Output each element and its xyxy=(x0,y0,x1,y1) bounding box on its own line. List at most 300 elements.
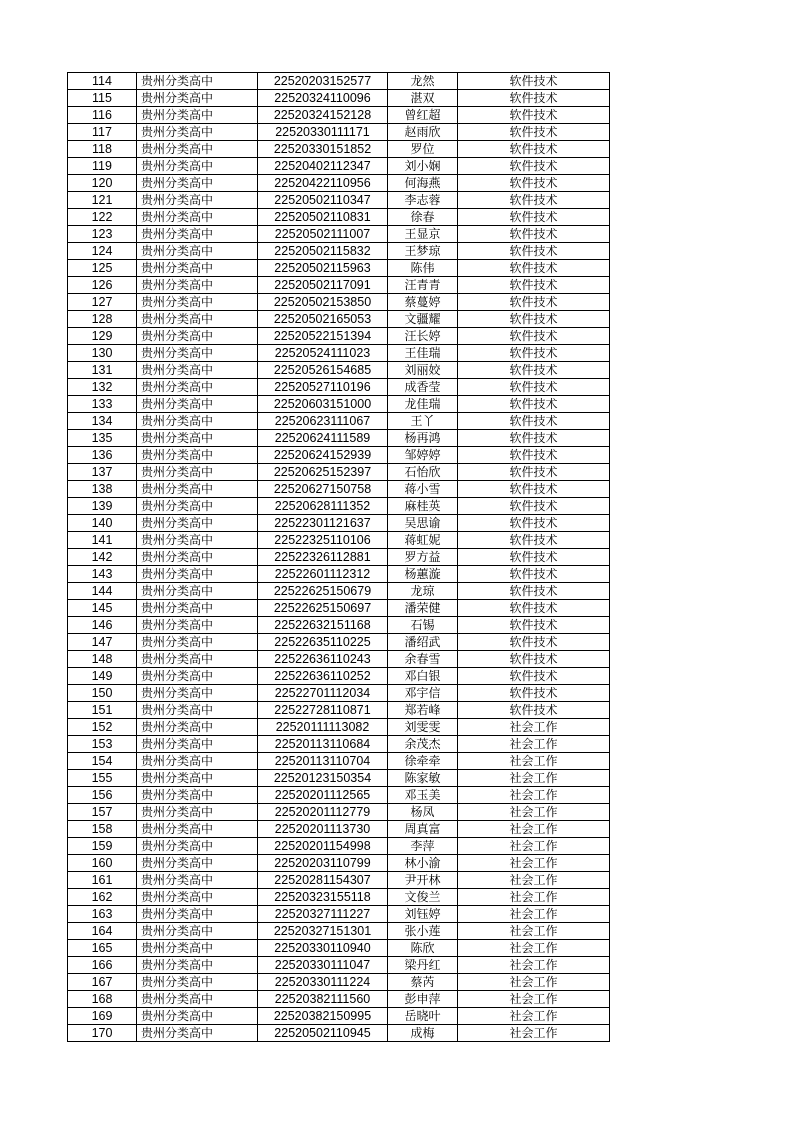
table-row xyxy=(68,515,610,532)
major-name: 软件技术 xyxy=(458,175,610,192)
exam-id: 22520625152397 xyxy=(258,464,388,481)
school-name: 贵州分类高中 xyxy=(137,226,258,243)
row-number: 140 xyxy=(68,515,137,532)
major-name: 软件技术 xyxy=(458,362,610,379)
table-body xyxy=(68,73,610,1042)
row-number: 137 xyxy=(68,464,137,481)
school-name: 贵州分类高中 xyxy=(137,651,258,668)
table-row xyxy=(68,413,610,430)
school-name: 贵州分类高中 xyxy=(137,668,258,685)
table-row xyxy=(68,532,610,549)
table-row xyxy=(68,345,610,362)
exam-id: 22520526154685 xyxy=(258,362,388,379)
row-number: 116 xyxy=(68,107,137,124)
exam-id: 22520603151000 xyxy=(258,396,388,413)
row-number: 147 xyxy=(68,634,137,651)
student-name: 郑若峰 xyxy=(388,702,458,719)
student-name: 邓宇信 xyxy=(388,685,458,702)
table-row xyxy=(68,1025,610,1042)
major-name: 社会工作 xyxy=(458,787,610,804)
major-name: 软件技术 xyxy=(458,549,610,566)
table-row xyxy=(68,447,610,464)
student-name: 汪长婷 xyxy=(388,328,458,345)
school-name: 贵州分类高中 xyxy=(137,141,258,158)
major-name: 社会工作 xyxy=(458,736,610,753)
student-name: 汪青青 xyxy=(388,277,458,294)
major-name: 软件技术 xyxy=(458,685,610,702)
student-name: 梁丹红 xyxy=(388,957,458,974)
student-name: 成香莹 xyxy=(388,379,458,396)
major-name: 软件技术 xyxy=(458,107,610,124)
school-name: 贵州分类高中 xyxy=(137,1008,258,1025)
table-row xyxy=(68,991,610,1008)
exam-id: 22520382150995 xyxy=(258,1008,388,1025)
student-name: 何海燕 xyxy=(388,175,458,192)
table-row xyxy=(68,192,610,209)
school-name: 贵州分类高中 xyxy=(137,498,258,515)
table-row xyxy=(68,872,610,889)
exam-id: 22520330110940 xyxy=(258,940,388,957)
exam-id: 22520201112779 xyxy=(258,804,388,821)
student-name: 蒋虹妮 xyxy=(388,532,458,549)
major-name: 软件技术 xyxy=(458,294,610,311)
school-name: 贵州分类高中 xyxy=(137,175,258,192)
row-number: 115 xyxy=(68,90,137,107)
admission-list-table xyxy=(67,72,610,1042)
school-name: 贵州分类高中 xyxy=(137,328,258,345)
row-number: 148 xyxy=(68,651,137,668)
school-name: 贵州分类高中 xyxy=(137,804,258,821)
student-name: 麻桂英 xyxy=(388,498,458,515)
school-name: 贵州分类高中 xyxy=(137,770,258,787)
table-row xyxy=(68,226,610,243)
exam-id: 22520502110347 xyxy=(258,192,388,209)
student-name: 龙琼 xyxy=(388,583,458,600)
exam-id: 22520527110196 xyxy=(258,379,388,396)
student-name: 龙然 xyxy=(388,73,458,90)
school-name: 贵州分类高中 xyxy=(137,294,258,311)
major-name: 社会工作 xyxy=(458,1025,610,1042)
table-row xyxy=(68,243,610,260)
school-name: 贵州分类高中 xyxy=(137,974,258,991)
major-name: 软件技术 xyxy=(458,260,610,277)
school-name: 贵州分类高中 xyxy=(137,991,258,1008)
row-number: 155 xyxy=(68,770,137,787)
student-name: 徐春 xyxy=(388,209,458,226)
exam-id: 22520502115963 xyxy=(258,260,388,277)
major-name: 软件技术 xyxy=(458,209,610,226)
exam-id: 22520502153850 xyxy=(258,294,388,311)
row-number: 149 xyxy=(68,668,137,685)
table-row xyxy=(68,209,610,226)
exam-id: 22520201154998 xyxy=(258,838,388,855)
table-row xyxy=(68,566,610,583)
row-number: 134 xyxy=(68,413,137,430)
exam-id: 22520203110799 xyxy=(258,855,388,872)
table-row xyxy=(68,651,610,668)
table-row xyxy=(68,90,610,107)
school-name: 贵州分类高中 xyxy=(137,719,258,736)
row-number: 169 xyxy=(68,1008,137,1025)
student-name: 陈伟 xyxy=(388,260,458,277)
row-number: 138 xyxy=(68,481,137,498)
major-name: 软件技术 xyxy=(458,566,610,583)
student-name: 周真富 xyxy=(388,821,458,838)
row-number: 158 xyxy=(68,821,137,838)
row-number: 133 xyxy=(68,396,137,413)
exam-id: 22520330111171 xyxy=(258,124,388,141)
major-name: 软件技术 xyxy=(458,583,610,600)
major-name: 社会工作 xyxy=(458,855,610,872)
exam-id: 22522636110252 xyxy=(258,668,388,685)
student-name: 蒋小雪 xyxy=(388,481,458,498)
student-name: 陈家敏 xyxy=(388,770,458,787)
student-name: 刘丽姣 xyxy=(388,362,458,379)
school-name: 贵州分类高中 xyxy=(137,396,258,413)
major-name: 社会工作 xyxy=(458,940,610,957)
student-name: 陈欣 xyxy=(388,940,458,957)
major-name: 软件技术 xyxy=(458,702,610,719)
school-name: 贵州分类高中 xyxy=(137,124,258,141)
table-row xyxy=(68,923,610,940)
table-row xyxy=(68,957,610,974)
student-name: 杨再鸿 xyxy=(388,430,458,447)
table-row xyxy=(68,804,610,821)
exam-id: 22520113110704 xyxy=(258,753,388,770)
row-number: 163 xyxy=(68,906,137,923)
row-number: 168 xyxy=(68,991,137,1008)
table-row xyxy=(68,770,610,787)
table-row xyxy=(68,396,610,413)
major-name: 社会工作 xyxy=(458,1008,610,1025)
row-number: 160 xyxy=(68,855,137,872)
exam-id: 22520502110945 xyxy=(258,1025,388,1042)
exam-id: 22520324110096 xyxy=(258,90,388,107)
student-name: 刘小娴 xyxy=(388,158,458,175)
major-name: 软件技术 xyxy=(458,600,610,617)
row-number: 127 xyxy=(68,294,137,311)
student-name: 王显京 xyxy=(388,226,458,243)
row-number: 154 xyxy=(68,753,137,770)
exam-id: 22522728110871 xyxy=(258,702,388,719)
school-name: 贵州分类高中 xyxy=(137,532,258,549)
exam-id: 22520327151301 xyxy=(258,923,388,940)
major-name: 软件技术 xyxy=(458,396,610,413)
school-name: 贵州分类高中 xyxy=(137,821,258,838)
exam-id: 22520624152939 xyxy=(258,447,388,464)
school-name: 贵州分类高中 xyxy=(137,753,258,770)
major-name: 社会工作 xyxy=(458,770,610,787)
major-name: 软件技术 xyxy=(458,90,610,107)
row-number: 142 xyxy=(68,549,137,566)
student-name: 赵雨欣 xyxy=(388,124,458,141)
school-name: 贵州分类高中 xyxy=(137,192,258,209)
major-name: 社会工作 xyxy=(458,838,610,855)
school-name: 贵州分类高中 xyxy=(137,277,258,294)
major-name: 社会工作 xyxy=(458,889,610,906)
exam-id: 22520623111067 xyxy=(258,413,388,430)
row-number: 126 xyxy=(68,277,137,294)
table-row xyxy=(68,141,610,158)
major-name: 社会工作 xyxy=(458,821,610,838)
student-name: 邹婷婷 xyxy=(388,447,458,464)
table-row xyxy=(68,668,610,685)
table-row xyxy=(68,600,610,617)
student-name: 潘绍武 xyxy=(388,634,458,651)
row-number: 161 xyxy=(68,872,137,889)
table-row xyxy=(68,311,610,328)
exam-id: 22520327111227 xyxy=(258,906,388,923)
row-number: 152 xyxy=(68,719,137,736)
table-row xyxy=(68,583,610,600)
row-number: 130 xyxy=(68,345,137,362)
major-name: 软件技术 xyxy=(458,651,610,668)
student-name: 湛双 xyxy=(388,90,458,107)
row-number: 125 xyxy=(68,260,137,277)
school-name: 贵州分类高中 xyxy=(137,957,258,974)
exam-id: 22520624111589 xyxy=(258,430,388,447)
exam-id: 22520323155118 xyxy=(258,889,388,906)
school-name: 贵州分类高中 xyxy=(137,447,258,464)
row-number: 144 xyxy=(68,583,137,600)
student-name: 杨蕙漩 xyxy=(388,566,458,583)
major-name: 软件技术 xyxy=(458,379,610,396)
major-name: 软件技术 xyxy=(458,515,610,532)
row-number: 153 xyxy=(68,736,137,753)
table-row xyxy=(68,634,610,651)
row-number: 165 xyxy=(68,940,137,957)
row-number: 166 xyxy=(68,957,137,974)
row-number: 167 xyxy=(68,974,137,991)
exam-id: 22522632151168 xyxy=(258,617,388,634)
row-number: 123 xyxy=(68,226,137,243)
table-row xyxy=(68,940,610,957)
major-name: 软件技术 xyxy=(458,668,610,685)
exam-id: 22520628111352 xyxy=(258,498,388,515)
table-row xyxy=(68,838,610,855)
school-name: 贵州分类高中 xyxy=(137,685,258,702)
major-name: 软件技术 xyxy=(458,277,610,294)
row-number: 157 xyxy=(68,804,137,821)
table-row xyxy=(68,481,610,498)
school-name: 贵州分类高中 xyxy=(137,1025,258,1042)
school-name: 贵州分类高中 xyxy=(137,158,258,175)
student-name: 蔡蔓婷 xyxy=(388,294,458,311)
exam-id: 22522601112312 xyxy=(258,566,388,583)
table-row xyxy=(68,753,610,770)
school-name: 贵州分类高中 xyxy=(137,209,258,226)
school-name: 贵州分类高中 xyxy=(137,838,258,855)
student-name: 徐牵牵 xyxy=(388,753,458,770)
exam-id: 22520502111007 xyxy=(258,226,388,243)
student-name: 李志蓉 xyxy=(388,192,458,209)
exam-id: 22520522151394 xyxy=(258,328,388,345)
exam-id: 22520502110831 xyxy=(258,209,388,226)
exam-id: 22520382111560 xyxy=(258,991,388,1008)
school-name: 贵州分类高中 xyxy=(137,736,258,753)
table-row xyxy=(68,158,610,175)
student-name: 李萍 xyxy=(388,838,458,855)
student-name: 石锡 xyxy=(388,617,458,634)
row-number: 150 xyxy=(68,685,137,702)
school-name: 贵州分类高中 xyxy=(137,107,258,124)
row-number: 131 xyxy=(68,362,137,379)
exam-id: 22522625150679 xyxy=(258,583,388,600)
table-row xyxy=(68,821,610,838)
school-name: 贵州分类高中 xyxy=(137,583,258,600)
school-name: 贵州分类高中 xyxy=(137,243,258,260)
student-name: 王梦琼 xyxy=(388,243,458,260)
row-number: 143 xyxy=(68,566,137,583)
major-name: 软件技术 xyxy=(458,634,610,651)
major-name: 软件技术 xyxy=(458,430,610,447)
school-name: 贵州分类高中 xyxy=(137,940,258,957)
row-number: 118 xyxy=(68,141,137,158)
school-name: 贵州分类高中 xyxy=(137,855,258,872)
student-name: 杨凤 xyxy=(388,804,458,821)
table-row xyxy=(68,430,610,447)
exam-id: 22520324152128 xyxy=(258,107,388,124)
row-number: 121 xyxy=(68,192,137,209)
major-name: 软件技术 xyxy=(458,311,610,328)
row-number: 120 xyxy=(68,175,137,192)
student-name: 文疆耀 xyxy=(388,311,458,328)
row-number: 114 xyxy=(68,73,137,90)
row-number: 145 xyxy=(68,600,137,617)
exam-id: 22522625150697 xyxy=(258,600,388,617)
table-row xyxy=(68,889,610,906)
row-number: 170 xyxy=(68,1025,137,1042)
row-number: 159 xyxy=(68,838,137,855)
row-number: 162 xyxy=(68,889,137,906)
student-name: 王丫 xyxy=(388,413,458,430)
table-row xyxy=(68,549,610,566)
exam-id: 22520402112347 xyxy=(258,158,388,175)
student-name: 吴思谕 xyxy=(388,515,458,532)
exam-id: 22520422110956 xyxy=(258,175,388,192)
school-name: 贵州分类高中 xyxy=(137,362,258,379)
row-number: 117 xyxy=(68,124,137,141)
school-name: 贵州分类高中 xyxy=(137,481,258,498)
major-name: 软件技术 xyxy=(458,617,610,634)
row-number: 135 xyxy=(68,430,137,447)
table-row xyxy=(68,1008,610,1025)
row-number: 119 xyxy=(68,158,137,175)
table-row xyxy=(68,328,610,345)
student-name: 曾红超 xyxy=(388,107,458,124)
school-name: 贵州分类高中 xyxy=(137,566,258,583)
table-row xyxy=(68,719,610,736)
exam-id: 22522635110225 xyxy=(258,634,388,651)
table-row xyxy=(68,73,610,90)
student-name: 文俊兰 xyxy=(388,889,458,906)
school-name: 贵州分类高中 xyxy=(137,549,258,566)
table-row xyxy=(68,617,610,634)
school-name: 贵州分类高中 xyxy=(137,430,258,447)
student-name: 王佳瑞 xyxy=(388,345,458,362)
major-name: 社会工作 xyxy=(458,719,610,736)
major-name: 软件技术 xyxy=(458,481,610,498)
student-name: 罗位 xyxy=(388,141,458,158)
row-number: 151 xyxy=(68,702,137,719)
exam-id: 22520627150758 xyxy=(258,481,388,498)
student-name: 罗方益 xyxy=(388,549,458,566)
table-row xyxy=(68,379,610,396)
student-name: 蔡芮 xyxy=(388,974,458,991)
student-name: 邓白银 xyxy=(388,668,458,685)
row-number: 122 xyxy=(68,209,137,226)
school-name: 贵州分类高中 xyxy=(137,311,258,328)
major-name: 软件技术 xyxy=(458,141,610,158)
student-name: 刘雯雯 xyxy=(388,719,458,736)
row-number: 164 xyxy=(68,923,137,940)
major-name: 软件技术 xyxy=(458,498,610,515)
exam-id: 22520502115832 xyxy=(258,243,388,260)
exam-id: 22520281154307 xyxy=(258,872,388,889)
school-name: 贵州分类高中 xyxy=(137,73,258,90)
major-name: 软件技术 xyxy=(458,413,610,430)
exam-id: 22520502165053 xyxy=(258,311,388,328)
school-name: 贵州分类高中 xyxy=(137,515,258,532)
exam-id: 22520330151852 xyxy=(258,141,388,158)
school-name: 贵州分类高中 xyxy=(137,90,258,107)
major-name: 软件技术 xyxy=(458,447,610,464)
table-row xyxy=(68,702,610,719)
school-name: 贵州分类高中 xyxy=(137,413,258,430)
table-row xyxy=(68,787,610,804)
student-name: 尹开林 xyxy=(388,872,458,889)
student-name: 余春雪 xyxy=(388,651,458,668)
major-name: 社会工作 xyxy=(458,872,610,889)
school-name: 贵州分类高中 xyxy=(137,702,258,719)
school-name: 贵州分类高中 xyxy=(137,787,258,804)
table-row xyxy=(68,107,610,124)
table-row xyxy=(68,294,610,311)
row-number: 129 xyxy=(68,328,137,345)
table-row xyxy=(68,124,610,141)
row-number: 128 xyxy=(68,311,137,328)
student-name: 潘荣健 xyxy=(388,600,458,617)
table-row xyxy=(68,498,610,515)
student-name: 张小莲 xyxy=(388,923,458,940)
exam-id: 22520201112565 xyxy=(258,787,388,804)
major-name: 社会工作 xyxy=(458,804,610,821)
exam-id: 22522701112034 xyxy=(258,685,388,702)
exam-id: 22520111113082 xyxy=(258,719,388,736)
major-name: 软件技术 xyxy=(458,345,610,362)
exam-id: 22520502117091 xyxy=(258,277,388,294)
major-name: 社会工作 xyxy=(458,957,610,974)
major-name: 社会工作 xyxy=(458,906,610,923)
student-name: 石怡欣 xyxy=(388,464,458,481)
exam-id: 22520201113730 xyxy=(258,821,388,838)
student-name: 成梅 xyxy=(388,1025,458,1042)
row-number: 141 xyxy=(68,532,137,549)
major-name: 软件技术 xyxy=(458,243,610,260)
major-name: 软件技术 xyxy=(458,464,610,481)
school-name: 贵州分类高中 xyxy=(137,634,258,651)
school-name: 贵州分类高中 xyxy=(137,923,258,940)
row-number: 132 xyxy=(68,379,137,396)
table-row xyxy=(68,362,610,379)
row-number: 136 xyxy=(68,447,137,464)
row-number: 146 xyxy=(68,617,137,634)
row-number: 124 xyxy=(68,243,137,260)
major-name: 社会工作 xyxy=(458,974,610,991)
major-name: 软件技术 xyxy=(458,158,610,175)
school-name: 贵州分类高中 xyxy=(137,872,258,889)
school-name: 贵州分类高中 xyxy=(137,345,258,362)
